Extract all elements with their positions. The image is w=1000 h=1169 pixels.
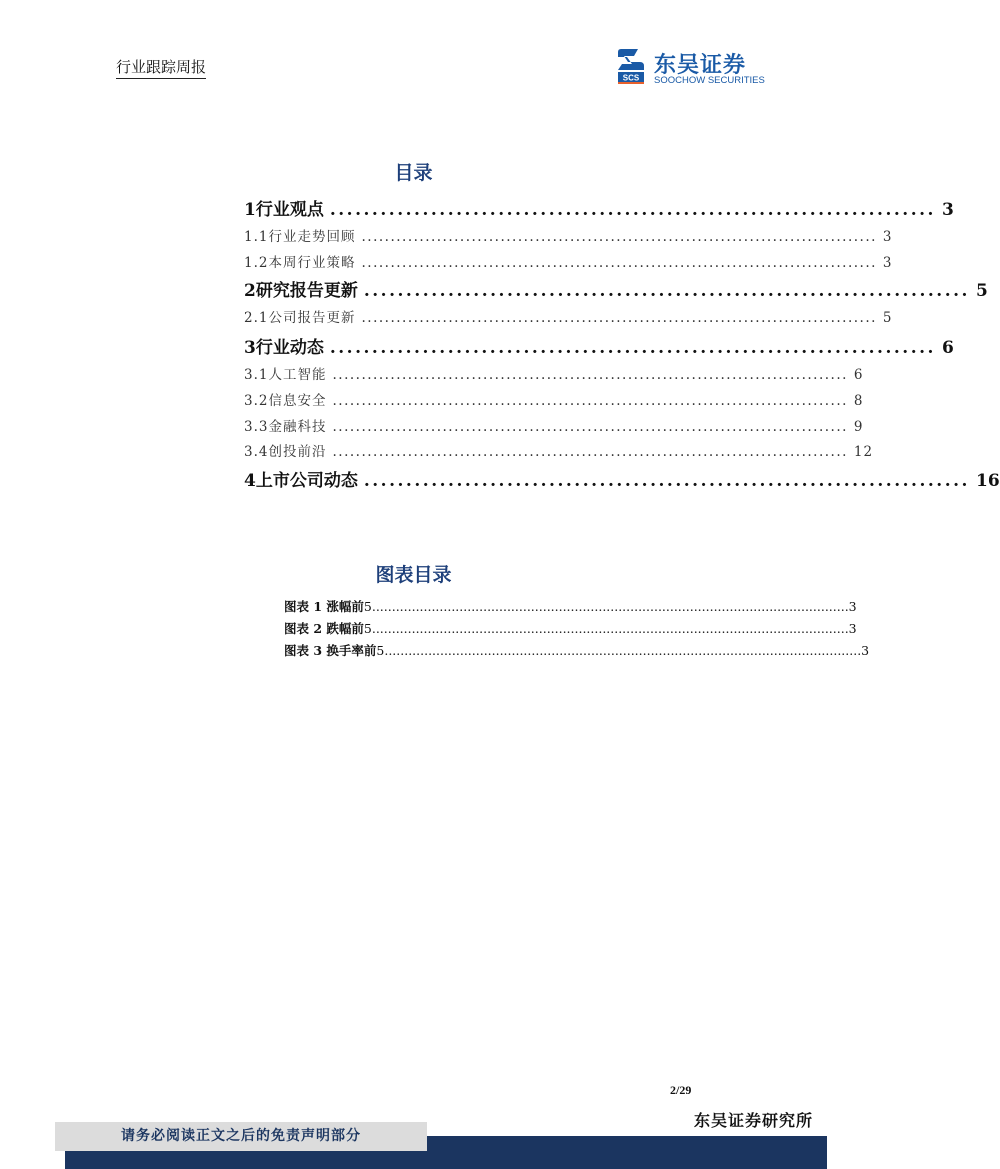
figure-entry-1[interactable] xyxy=(284,597,857,615)
toc-entry-number: 2.1 xyxy=(244,310,269,326)
toc-entry-number: 2 xyxy=(244,281,256,301)
toc-entry-page: 9 xyxy=(853,419,864,435)
toc-entry-1-2[interactable] xyxy=(244,251,893,271)
toc-entry-page: 12 xyxy=(853,444,874,460)
dot-leader: ......................................................................................... xyxy=(332,419,848,435)
toc-entry-number: 4 xyxy=(244,471,256,491)
toc-entry-3-3[interactable] xyxy=(244,415,864,435)
figure-list-heading: 图表目录 xyxy=(375,564,452,586)
toc-entry-page: 3 xyxy=(941,200,954,220)
figure-entry-label: 图表 2 跌幅前 xyxy=(284,621,364,636)
dot-leader: ......................................................................................... xyxy=(361,229,877,245)
toc-entry-label: 行业观点 xyxy=(255,200,324,220)
toc-entry-2[interactable] xyxy=(244,276,988,301)
dot-leader: ........................................................................ xyxy=(363,471,970,491)
toc-entry-1[interactable] xyxy=(244,195,954,220)
figure-entry-label: 图表 1 涨幅前 xyxy=(284,599,364,614)
dot-leader: ........................................................................ xyxy=(329,200,936,220)
toc-entry-label: 公司报告更新 xyxy=(268,310,356,326)
toc-entry-number: 3 xyxy=(244,338,256,358)
dot-leader: ......................................................................................... xyxy=(332,444,848,460)
toc-entry-label: 创投前沿 xyxy=(268,444,327,460)
toc-entry-number: 3.2 xyxy=(244,393,269,409)
toc-entry-4[interactable] xyxy=(244,466,1000,491)
toc-entry-page: 8 xyxy=(853,393,864,409)
figure-entry-suffix: 5 xyxy=(363,621,372,636)
toc-entry-3-2[interactable] xyxy=(244,389,864,409)
figure-entry-label: 图表 3 换手率前 xyxy=(284,643,377,658)
toc-entry-number: 1 xyxy=(244,200,256,220)
toc-entry-number: 3.4 xyxy=(244,444,269,460)
toc-entry-1-1[interactable] xyxy=(244,225,893,245)
figure-entry-page: 3 xyxy=(848,621,857,636)
dot-leader: ........................................................................................................................ xyxy=(371,621,849,636)
toc-entry-number: 1.2 xyxy=(244,255,269,271)
toc-entry-label: 人工智能 xyxy=(268,367,327,383)
toc-entry-label: 信息安全 xyxy=(268,393,327,409)
dot-leader: ........................................................................................................................ xyxy=(371,599,849,614)
toc-entry-2-1[interactable] xyxy=(244,306,893,326)
dot-leader: ......................................................................................... xyxy=(361,255,877,271)
figure-entry-3[interactable] xyxy=(284,641,870,659)
toc-entry-label: 本周行业策略 xyxy=(268,255,356,271)
toc-entry-page: 5 xyxy=(882,310,893,326)
toc-entry-page: 6 xyxy=(941,338,954,358)
toc-entry-3-4[interactable] xyxy=(244,440,874,460)
toc-entry-number: 3.1 xyxy=(244,367,269,383)
logo-name-en: SOOCHOW SECURITIES xyxy=(654,75,765,86)
toc-entry-page: 6 xyxy=(853,367,864,383)
toc-entry-label: 行业动态 xyxy=(255,338,324,358)
toc-entry-page: 5 xyxy=(975,281,988,301)
toc-entry-page: 3 xyxy=(882,255,893,271)
toc-entry-label: 行业走势回顾 xyxy=(268,229,356,245)
page-number: 2/29 xyxy=(670,1083,692,1097)
toc-entry-number: 1.1 xyxy=(244,229,269,245)
figure-entry-2[interactable] xyxy=(284,619,857,637)
dot-leader: ........................................................................................................................ xyxy=(384,643,862,658)
report-type-label: 行业跟踪周报 xyxy=(116,58,206,79)
figure-entry-page: 3 xyxy=(861,643,870,658)
logo-abbr: SCS xyxy=(622,73,640,83)
footer-organization: 东吴证券研究所 xyxy=(693,1111,813,1130)
dot-leader: ......................................................................................... xyxy=(361,310,877,326)
dot-leader: ........................................................................ xyxy=(329,338,936,358)
toc-entry-label: 金融科技 xyxy=(268,419,327,435)
toc-entry-label: 上市公司动态 xyxy=(255,471,358,491)
disclaimer-notice: 请务必阅读正文之后的免责声明部分 xyxy=(55,1122,427,1151)
toc-entry-label: 研究报告更新 xyxy=(255,281,358,301)
dot-leader: ......................................................................................... xyxy=(332,367,848,383)
toc-entry-number: 3.3 xyxy=(244,419,269,435)
company-logo xyxy=(614,48,764,88)
figure-entry-page: 3 xyxy=(848,599,857,614)
figure-entry-suffix: 5 xyxy=(376,643,385,658)
figure-entry-suffix: 5 xyxy=(363,599,372,614)
toc-entry-page: 16 xyxy=(975,471,1000,491)
toc-entry-page: 3 xyxy=(882,229,893,245)
dot-leader: ........................................................................ xyxy=(363,281,970,301)
toc-heading: 目录 xyxy=(394,162,433,184)
logo-name-cn: 东吴证券 xyxy=(654,53,747,78)
dot-leader: ......................................................................................... xyxy=(332,393,848,409)
scs-logo-icon xyxy=(614,48,648,84)
toc-entry-3-1[interactable] xyxy=(244,363,864,383)
toc-entry-3[interactable] xyxy=(244,333,954,358)
